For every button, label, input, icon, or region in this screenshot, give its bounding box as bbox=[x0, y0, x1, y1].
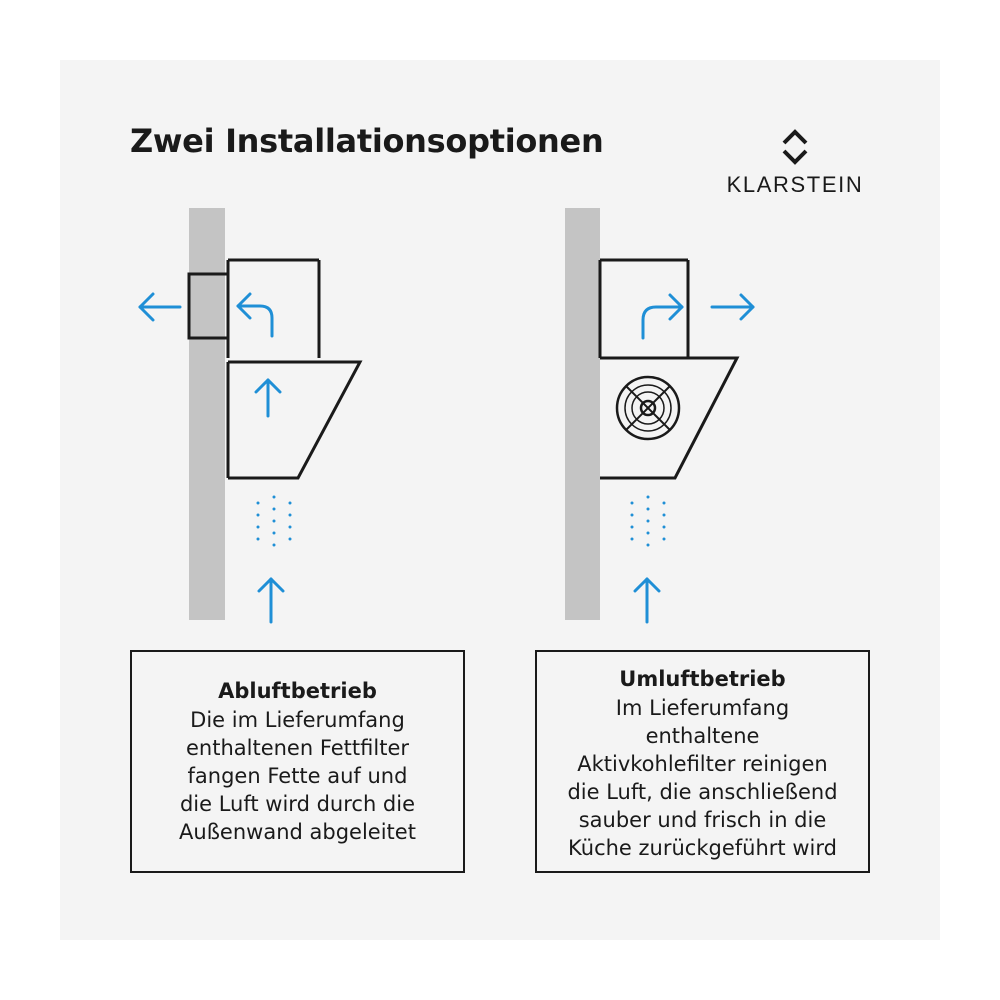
recirculation-mode-illustration bbox=[565, 208, 753, 622]
hood-right bbox=[600, 260, 737, 478]
description-line: Küche zurückgeführt wird bbox=[568, 836, 837, 860]
recirculation-mode-title: Umluftbetrieb bbox=[619, 667, 786, 691]
recirculation-mode-description bbox=[537, 694, 868, 862]
description-line: enthaltenen Fettfilter bbox=[185, 736, 409, 760]
fan-icon bbox=[617, 377, 679, 439]
page-title: Zwei Installationsoptionen bbox=[130, 122, 604, 160]
wall-right bbox=[565, 208, 600, 620]
exhaust-mode-illustration bbox=[140, 208, 360, 622]
brand-name: KLARSTEIN bbox=[726, 172, 864, 197]
description-line: Aktivkohlefilter reinigen bbox=[577, 752, 828, 776]
wall-left bbox=[189, 208, 225, 620]
description-line: Außenwand abgeleitet bbox=[179, 820, 416, 844]
description-line: sauber und frisch in die bbox=[578, 808, 827, 832]
description-line: fangen Fette auf und bbox=[187, 764, 408, 788]
description-line: Die im Lieferumfang bbox=[190, 708, 405, 732]
description-line: die Luft, die anschließend bbox=[567, 780, 838, 804]
airflow-right bbox=[632, 295, 753, 622]
recirculation-mode-card bbox=[535, 650, 870, 873]
description-line: die Luft wird durch die bbox=[179, 792, 416, 816]
exhaust-mode-card bbox=[130, 650, 465, 873]
exhaust-mode-description bbox=[132, 706, 463, 846]
description-line: enthaltene bbox=[645, 724, 760, 748]
description-line: Im Lieferumfang bbox=[615, 696, 790, 720]
exhaust-mode-title: Abluftbetrieb bbox=[218, 679, 377, 703]
